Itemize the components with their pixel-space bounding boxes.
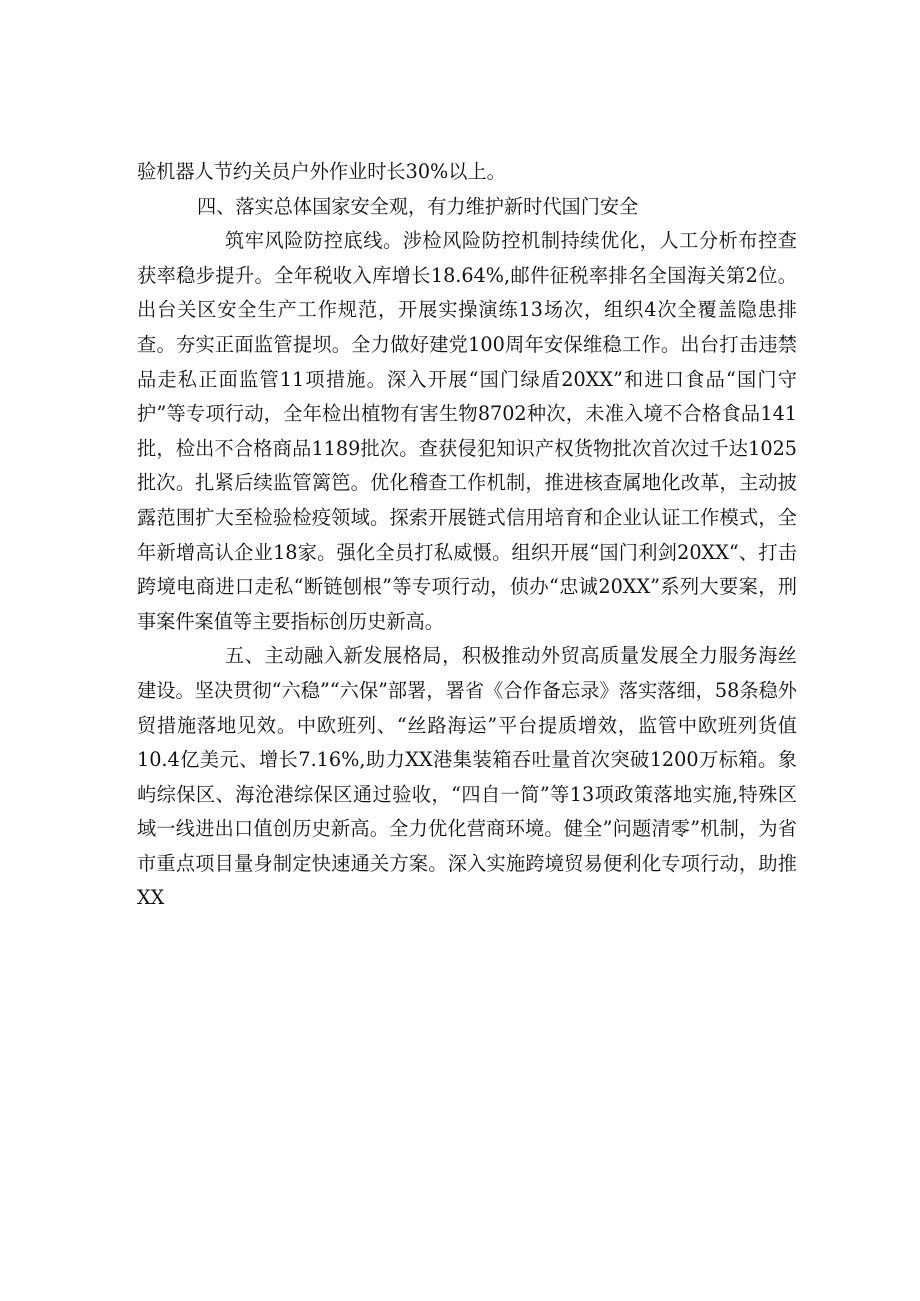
paragraph-risk-control: 筑牢风险防控底线。涉检风险防控机制持续优化，人工分析布控查获率稳步提升。全年税收入库增长18.64%,邮件征税率排名全国海关第2位。出台关区安全生产工作规范，开展实操演练13场次，组织4次全覆盖隐患排查。夯实正面监管提坝。全力做好建党100周年安保维稳工作。出台打击违禁品走私正面监管11项措施。深入开展“国门绿盾20XX”和进口食品“国门守护”等专项行动，全年检出植物有害生物8702种次，未准入境不合格食品141批，检出不合格商品1189批次。查获侵犯知识产权货物批次首次过千达1025批次。扎紧后续监管篱笆。优化稽查工作机制，推进核查属地化改革，主动披露范围扩大至检验检疫领域。探索开展链式信用培育和企业认证工作模式，全年新增高认企业18家。强化全员打私威慑。组织开展“国门利剑20XX“、打击跨境电商进口走私“断链刨根”等专项行动，侦办“忠诚20XX”系列大要案，刑事案件案值等主要指标创历史新高。 xyxy=(137,229,797,633)
section-heading-four: 四、落实总体国家安全观，有力维护新时代国门安全 xyxy=(197,194,639,218)
paragraph-continuation: 验机器人节约关员户外作业时长30%以上。 xyxy=(137,160,506,183)
document-body xyxy=(137,155,797,916)
paragraph-section-five: 五、主动融入新发展格局，积极推动外贸高质量发展全力服务海丝建设。坚决贯彻“六稳”“六保”部署，署省《合作备忘录》落实落细，58条稳外贸措施落地见效。中欧班列、“丝路海运”平台提质增效，监管中欧班列货值10.4亿美元、增长7.16%,助力XX港集装箱吞吐量首次突破1200万标箱。象屿综保区、海沧港综保区通过验收，“四自一简”等13项政策落地实施,特殊区域一线进出口值创历史新高。全力优化营商环境。健全”问题清零”机制，为省市重点项目量身制定快速通关方案。深入实施跨境贸易便利化专项行动，助推XX xyxy=(137,644,797,910)
